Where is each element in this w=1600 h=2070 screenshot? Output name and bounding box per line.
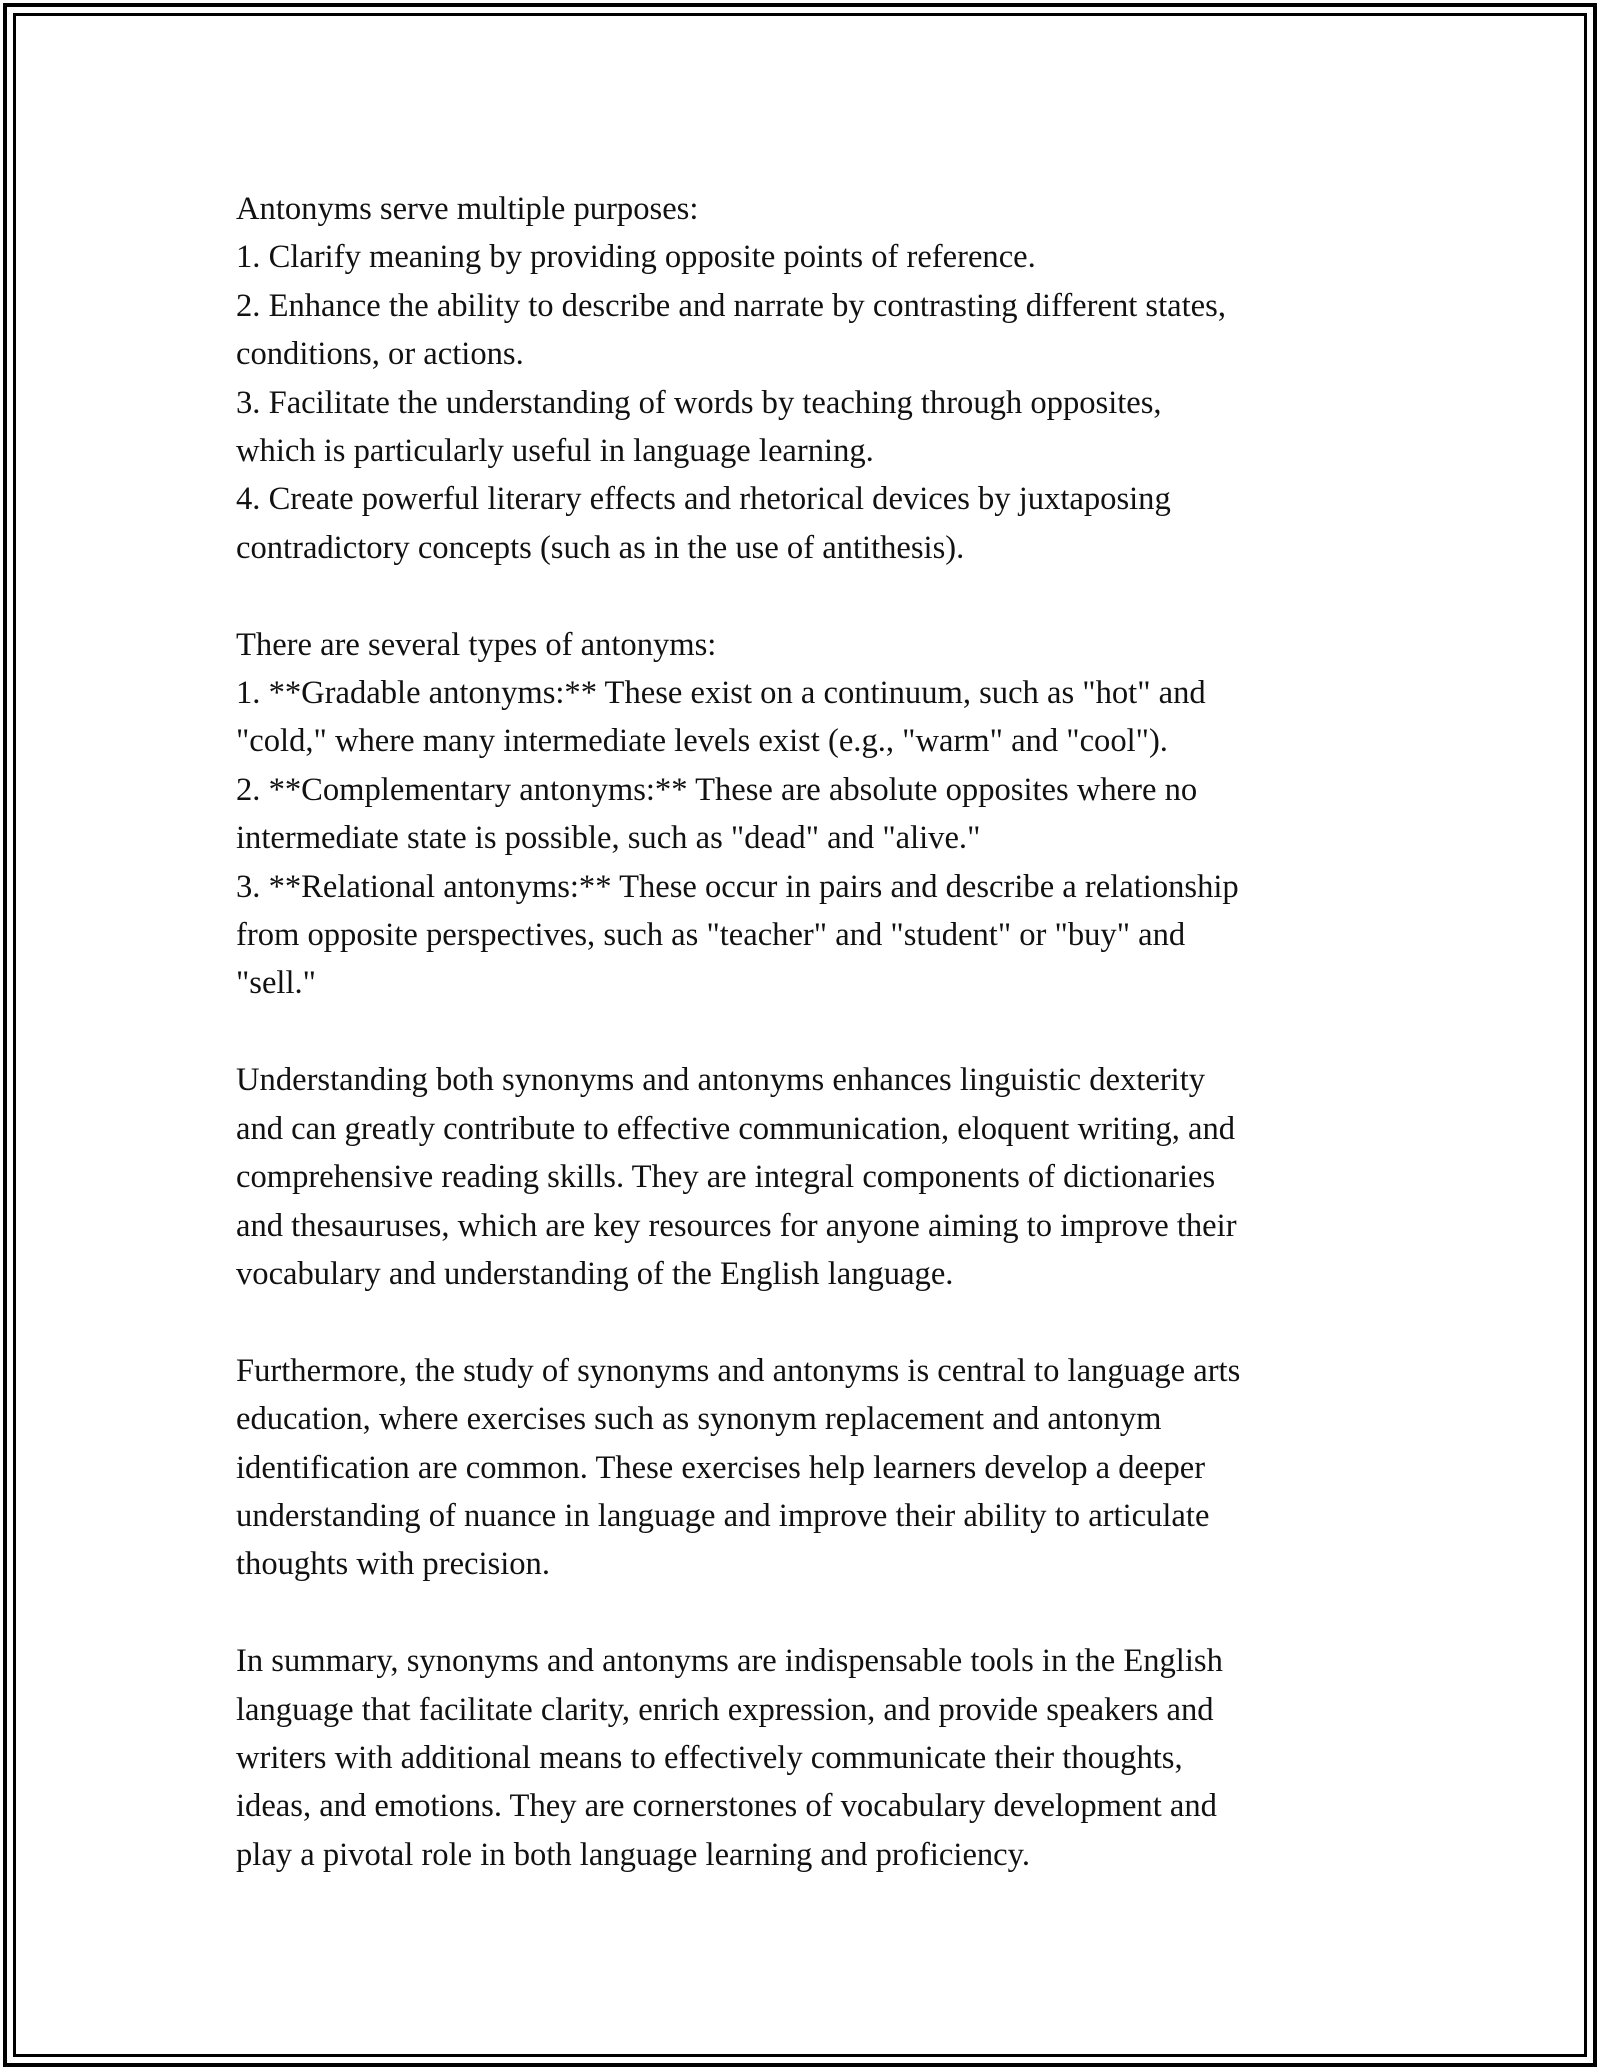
document-body xyxy=(236,185,1416,1879)
text-line: writers with additional means to effectively communicate their thoughts, xyxy=(236,1739,1183,1776)
text-line: "sell." xyxy=(236,965,316,1002)
text-line: from opposite perspectives, such as "teacher" and "student" or "buy" and xyxy=(236,917,1186,954)
text-line: play a pivotal role in both language learning and proficiency. xyxy=(236,1836,1030,1873)
text-line: 1. Clarify meaning by providing opposite points of reference. xyxy=(236,239,1036,276)
text-line: Antonyms serve multiple purposes: xyxy=(236,191,699,227)
text-line: and thesauruses, which are key resources for anyone aiming to improve their xyxy=(236,1207,1237,1244)
text-line: ideas, and emotions. They are cornerstones of vocabulary development and xyxy=(236,1788,1217,1825)
text-line: 2. **Complementary antonyms:** These are absolute opposites where no xyxy=(236,771,1198,808)
paragraph-understanding xyxy=(236,1056,1416,1298)
text-line: identification are common. These exercises help learners develop a deeper xyxy=(236,1449,1206,1486)
text-line: 2. Enhance the ability to describe and narrate by contrasting different states, xyxy=(236,287,1226,324)
text-line: thoughts with precision. xyxy=(236,1546,550,1583)
paragraph-antonym-purposes xyxy=(236,185,1416,572)
text-line: In summary, synonyms and antonyms are indispensable tools in the English xyxy=(236,1643,1223,1680)
text-line: "cold," where many intermediate levels exist (e.g., "warm" and "cool"). xyxy=(236,723,1168,760)
text-line: vocabulary and understanding of the English language. xyxy=(236,1255,954,1292)
text-line: 1. **Gradable antonyms:** These exist on a continuum, such as "hot" and xyxy=(236,675,1206,712)
text-line: There are several types of antonyms: xyxy=(236,626,717,663)
text-line: language that facilitate clarity, enrich expression, and provide speakers and xyxy=(236,1691,1214,1728)
paragraph-summary xyxy=(236,1637,1416,1879)
text-line: Furthermore, the study of synonyms and antonyms is central to language arts xyxy=(236,1352,1241,1389)
text-line: 4. Create powerful literary effects and rhetorical devices by juxtaposing xyxy=(236,481,1171,518)
text-line: education, where exercises such as synonym replacement and antonym xyxy=(236,1401,1162,1438)
paragraph-antonym-types xyxy=(236,621,1416,1008)
text-line: conditions, or actions. xyxy=(236,336,524,373)
text-line: and can greatly contribute to effective communication, eloquent writing, and xyxy=(236,1110,1236,1147)
text-line: 3. **Relational antonyms:** These occur in pairs and describe a relationship xyxy=(236,868,1239,905)
paragraph-education xyxy=(236,1347,1416,1589)
text-line: comprehensive reading skills. They are integral components of dictionaries xyxy=(236,1159,1216,1196)
text-line: which is particularly useful in language learning. xyxy=(236,433,874,470)
text-line: 3. Facilitate the understanding of words by teaching through opposites, xyxy=(236,384,1162,421)
text-line: Understanding both synonyms and antonyms enhances linguistic dexterity xyxy=(236,1062,1206,1099)
text-line: intermediate state is possible, such as "dead" and "alive." xyxy=(236,820,981,857)
text-line: contradictory concepts (such as in the use of antithesis). xyxy=(236,529,965,566)
text-line: understanding of nuance in language and improve their ability to articulate xyxy=(236,1497,1210,1534)
